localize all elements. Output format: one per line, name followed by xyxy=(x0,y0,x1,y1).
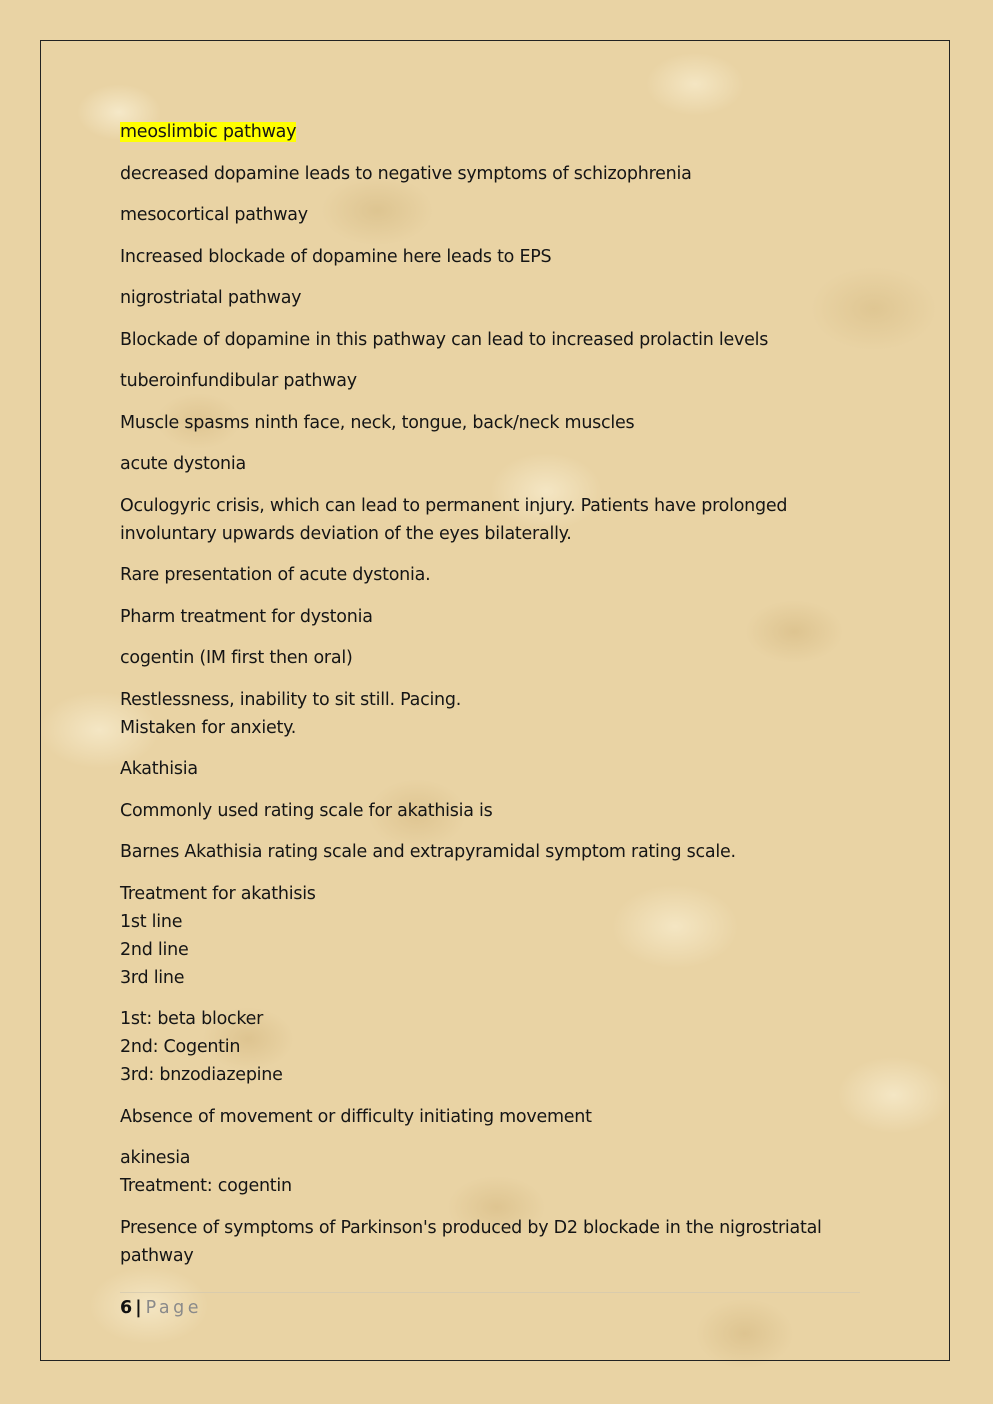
paragraph: Increased blockade of dopamine here leads to EPS xyxy=(120,246,552,267)
paragraph: mesocortical pathway xyxy=(120,205,308,225)
paragraph: Commonly used rating scale for akathisia is xyxy=(120,800,493,821)
paragraph xyxy=(120,118,860,146)
paragraph: acute dystonia xyxy=(120,454,246,474)
paragraph: Blockade of dopamine in this pathway can lead to increased prolactin levels xyxy=(120,329,769,350)
paragraph: cogentin (IM first then oral) xyxy=(120,648,353,668)
paragraph: decreased dopamine leads to negative symptoms of schizophrenia xyxy=(120,163,692,184)
paragraph: Treatment for akathisis 1st line 2nd line 3rd line xyxy=(120,883,316,988)
page-footer xyxy=(120,1294,202,1322)
footer-separator: | xyxy=(135,1298,142,1318)
paragraph: tuberoinfundibular pathway xyxy=(120,371,357,391)
document-body xyxy=(120,118,860,1283)
paragraph: Pharm treatment for dystonia xyxy=(120,606,373,627)
paragraph: Presence of symptoms of Parkinson's produced by D2 blockade in the nigrostriatal pathway xyxy=(120,1217,822,1266)
paragraph: Oculogyric crisis, which can lead to permanent injury. Patients have prolonged involuntary upwards deviation of the eyes bilaterally. xyxy=(120,495,788,544)
page-number: 6 xyxy=(120,1298,133,1318)
paragraph: 1st: beta blocker 2nd: Cogentin 3rd: bnzodiazepine xyxy=(120,1009,283,1085)
paragraph: Akathisia xyxy=(120,759,198,779)
paragraph: Restlessness, inability to sit still. Pacing. Mistaken for anxiety. xyxy=(120,689,462,738)
paragraph: nigrostriatal pathway xyxy=(120,288,302,308)
paragraph: Muscle spasms ninth face, neck, tongue, back/neck muscles xyxy=(120,412,635,433)
footer-divider xyxy=(120,1292,860,1293)
paragraph: Rare presentation of acute dystonia. xyxy=(120,565,431,585)
paragraph: akinesia Treatment: cogentin xyxy=(120,1148,292,1196)
page-label: Page xyxy=(145,1298,202,1318)
highlighted-text: meoslimbic pathway xyxy=(120,122,297,142)
paragraph: Absence of movement or difficulty initiating movement xyxy=(120,1106,592,1127)
paragraph: Barnes Akathisia rating scale and extrapyramidal symptom rating scale. xyxy=(120,842,736,862)
